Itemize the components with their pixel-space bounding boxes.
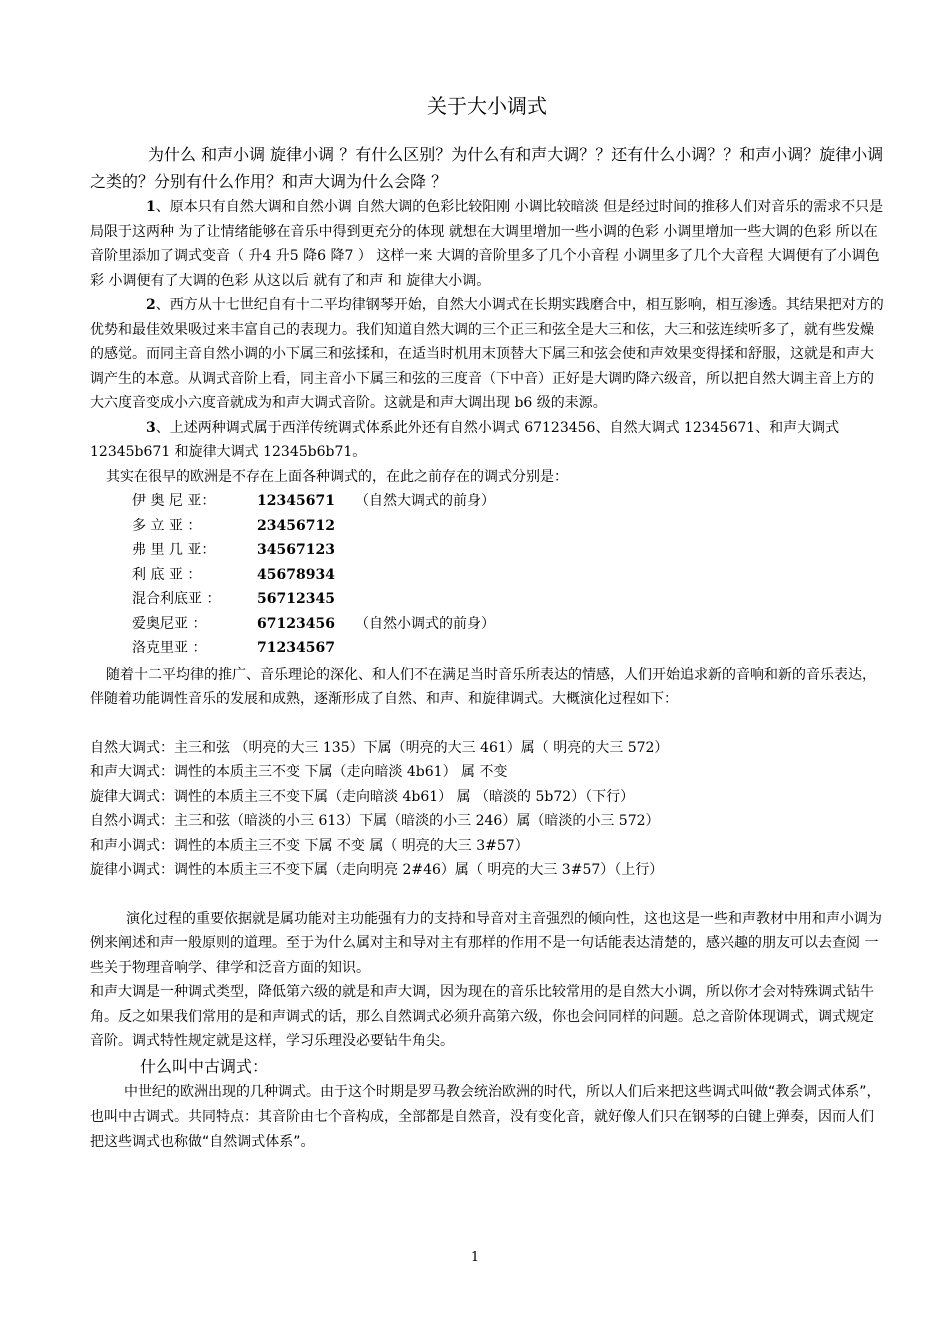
- blank-line: [90, 883, 884, 907]
- mode-item: [90, 612, 884, 637]
- mode-name: 伊 奥 尼 亚：: [132, 493, 216, 509]
- mode-item: [90, 514, 884, 539]
- evolution-line: 自然大调式：主三和弦 （明亮的大三 135）下属（明亮的大三 461）属（ 明亮的大三 572）: [90, 739, 669, 756]
- mode-note: （自然小调式的前身）: [355, 615, 495, 632]
- mode-item: [90, 636, 884, 661]
- mode-sequence: 45678934: [257, 566, 335, 583]
- question-paragraph: 为什么 和声小调 旋律小调 ？有什么区别？为什么有和声大调？？还有什么小调？？和声小调？旋律小调之类的？分别有什么作用？和声大调为什么会降 ？: [90, 145, 884, 191]
- mode-note: （自然大调式的前身）: [355, 493, 495, 509]
- blank-line: [90, 712, 884, 736]
- section-paragraph: 中世纪的欧洲出现的几种调式。由于这个时期是罗马教会统治欧洲的时代，所以人们后来把这些调式叫做“教会调式体系”，也叫中古调式。共同特点：其音阶由七个音构成，全部都是自然音，没有变化音，就好像人们只在钢琴的白键上弹奏，因而人们把这些调式也称做“自然调式体系”。: [90, 1083, 881, 1150]
- paragraph-2-text: 、西方从十七世纪自有十二平均律钢琴开始，自然大小调式在长期实践磨合中，相互影响，相互渗透。其结果把对方的优势和最佳效果吸过来丰富自己的表现力。我们知道自然大调的三个正三和弦全是大三和伭，大三和弦连续听多了，就有些发燥的感觉。而同主音自然小调的小下属三和弦揉和，在适当时机用末顶替大下属三和弦会使和声效果变得揉和舒服，这就是和声大调产生的本意。从调式音阶上看，同主音小下属三和弦的三度音（下中音）正好是大调旳降六级音，所以把自然大调主音上方的大六度音变成小六度音就成为和声大调式音阶。这就是和声大调出现 b6 级的耒源。: [90, 297, 884, 411]
- paragraph-2: [90, 293, 884, 416]
- evolution-list: [90, 736, 884, 883]
- paragraph-3-number: 3: [146, 419, 156, 436]
- mode-sequence: 67123456: [257, 615, 335, 632]
- mode-name: 利 底 亚 ：: [132, 566, 202, 583]
- mode-sequence: 23456712: [257, 517, 335, 534]
- mode-sequence: 71234567: [257, 640, 335, 656]
- mode-item: [90, 489, 884, 514]
- paragraph-6: 演化过程的重要依据就是属功能对主功能强有力的支持和导音对主音强烈的倾向性，这也这是一些和声教材中用和声小调为例来阐述和声一般原则的道理。至于为什么属对主和导对主有那样的作用不是一句话能表达清楚的，感兴趣的朋友可以去查阅 一些关于物理音响学、律学和泛音方面的知识。: [90, 910, 882, 976]
- paragraph-2-number: 2: [146, 297, 156, 313]
- mode-sequence: 34567123: [257, 542, 335, 558]
- section-heading: 什么叫中古调式：: [140, 1056, 269, 1076]
- mode-name: 混合利底亚 ：: [132, 591, 221, 607]
- page-title: 关于大小调式: [427, 94, 547, 118]
- mode-name: 洛克里亚 ：: [132, 640, 207, 656]
- evolution-line: 旋律大调式：调性的本质主三不变下属（走向暗淡 4b61） 属 （暗淡的 5b72）（下行）: [90, 788, 635, 805]
- evolution-line: 旋律小调式：调性的本质主三不变下属（走向明亮 2#46）属（ 明亮的大三 3#57）（上行）: [90, 862, 664, 878]
- mode-name: 弗 里 几 亚：: [132, 542, 216, 558]
- evolution-line: 自然小调式：主三和弦（暗淡的小三 613）下属（暗淡的小三 246）属（暗淡的小三 572）: [90, 813, 660, 829]
- mode-sequence: 12345671: [257, 493, 335, 509]
- paragraph-1-text: 、原本只有自然大调和自然小调 自然大调的色彩比较阳刚 小调比较暗淡 但是经过时间的推移人们对音乐的需求不只是局限于这两种 为了让情绪能够在音乐中得到更充分的体现 就想在大调里增加一些小调的色彩 小调里增加一些大调的色彩 所以在音阶里添加了调式变音（ 升4 升5 降6 降7 ） 这样一来 大调的音阶里多了几个小音程 小调里多了几个大音程 大调便有了小调色彩 小调便有了大调的色彩 从这以后 就有了和声 和 旋律大小调。: [90, 199, 884, 289]
- mode-list: [90, 489, 884, 661]
- mode-item: [90, 538, 884, 563]
- paragraph-5: 随着十二平均律的推广、音乐理论的深化、和人们不在满足当时音乐所表达的情感，人们开始追求新的音响和新的音乐表达，伴随着功能调性音乐的发展和成熟，逐渐形成了自然、和声、和旋律调式。大概演化过程如下：: [90, 666, 876, 707]
- mode-name: 多 立 亚 ：: [132, 517, 202, 534]
- evolution-line: 和声小调式：调性的本质主三不变 下属 不变 属（ 明亮的大三 3#57）: [90, 837, 529, 854]
- page-number: 1: [470, 1250, 480, 1265]
- mode-name: 爱奥尼亚 ：: [132, 615, 207, 632]
- paragraph-1: [90, 195, 884, 293]
- paragraph-1-number: 1: [146, 199, 156, 215]
- mode-item: [90, 587, 884, 612]
- paragraph-3: [90, 416, 884, 465]
- evolution-line: 和声大调式：调性的本质主三不变 下属（走向暗淡 4b61） 属 不变: [90, 764, 508, 780]
- paragraph-4: 其实在很早的欧洲是不存在上面各种调式的，在此之前存在的调式分别是：: [106, 468, 568, 485]
- mode-sequence: 56712345: [257, 591, 335, 607]
- mode-item: [90, 563, 884, 588]
- paragraph-7: 和声大调是一种调式类型，降低第六级的就是和声大调，因为现在的音乐比较常用的是自然大小调，所以你才会对特殊调式钻牛角。反之如果我们常用的是和声调式的话，那么自然调式必须升高第六级，你也会问同样的问题。总之音阶体现调式，调式规定音阶。调式特性规定就是这样，学习乐理没必要钻牛角尖。: [90, 984, 874, 1049]
- paragraph-3-text: 、上述两种调式属于西洋传统调式体系此外还有自然小调式 67123456、自然大调式 12345671、和声大调式 12345b671 和旋律大调式 12345b6b71。: [90, 419, 840, 460]
